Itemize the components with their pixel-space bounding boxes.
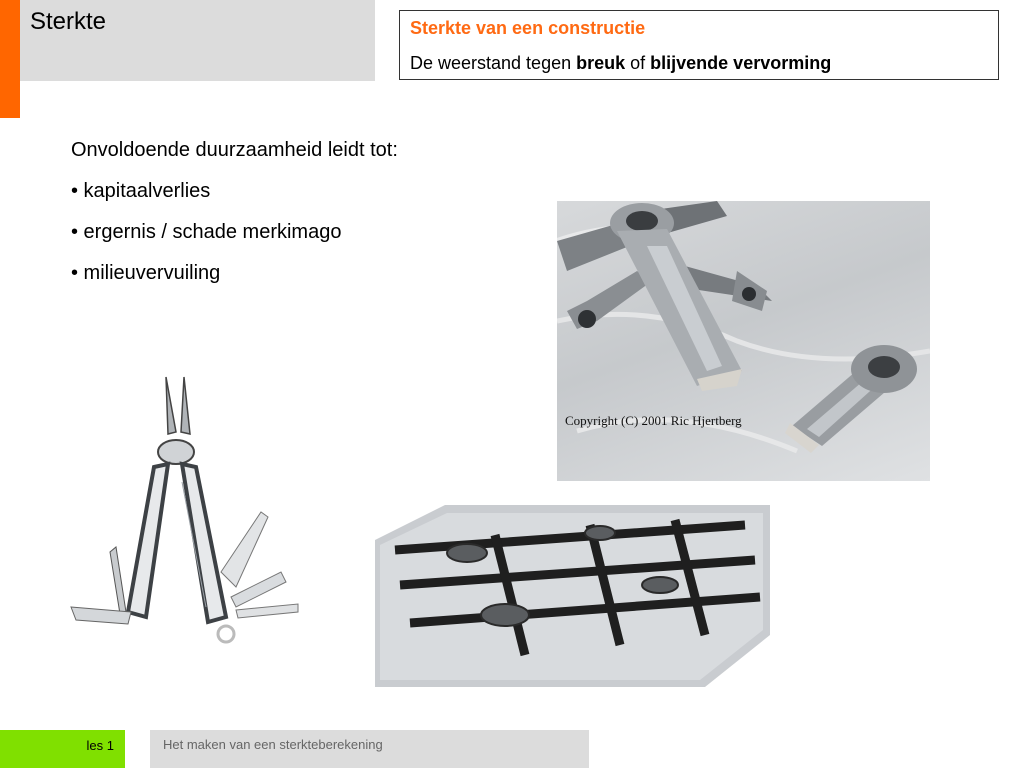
bullet-kapitaalverlies: • kapitaalverlies	[71, 180, 211, 202]
definition-text-pre: De weerstand tegen	[410, 53, 577, 73]
title-panel	[20, 0, 375, 81]
multitool-photo	[66, 372, 306, 652]
crank-copyright: Copyright (C) 2001 Ric Hjertberg	[565, 413, 742, 428]
footer-lesson-label: les 1	[86, 738, 114, 753]
body-intro: Onvoldoende duurzaamheid leidt tot:	[71, 139, 398, 161]
definition-box	[399, 10, 999, 80]
definition-bold-vervorming: blijvende vervorming	[650, 53, 832, 73]
definition-text-mid: of	[625, 53, 651, 73]
footer-title-panel	[150, 730, 589, 768]
gas-stove-illustration	[375, 505, 775, 690]
definition-text	[410, 53, 831, 74]
broken-crank-illustration	[557, 201, 930, 481]
footer-lesson-panel	[0, 730, 125, 768]
bullet-merkimago: • ergernis / schade merkimago	[71, 221, 342, 243]
gas-stove-photo	[375, 505, 775, 690]
definition-title: Sterkte van een constructie	[410, 18, 646, 38]
accent-bar	[0, 0, 20, 118]
broken-crank-photo	[557, 201, 930, 481]
bullet-milieuvervuiling: • milieuvervuiling	[71, 262, 221, 284]
slide-title: Sterkte	[30, 8, 107, 35]
multitool-illustration	[66, 372, 306, 652]
footer-course-title: Het maken van een sterkteberekening	[163, 737, 383, 752]
body-list	[71, 130, 398, 294]
definition-bold-breuk: breuk	[576, 53, 626, 73]
